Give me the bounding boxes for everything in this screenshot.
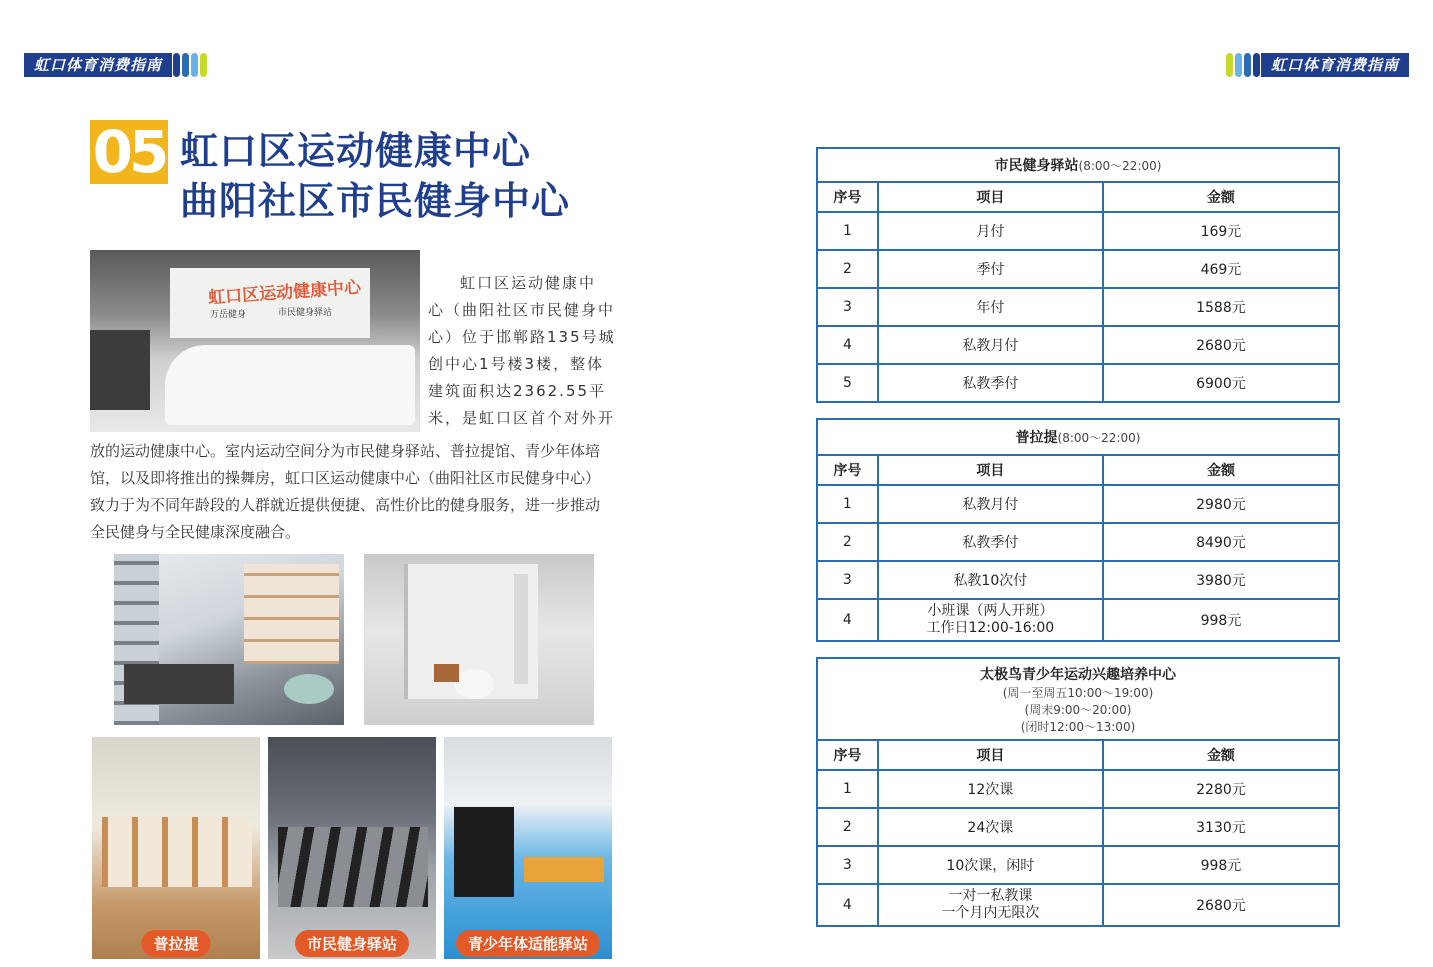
col-header: 项目 xyxy=(878,182,1103,212)
col-header: 金额 xyxy=(1103,740,1339,770)
youth-gym-photo xyxy=(444,737,612,959)
table-row: 4 一对一私教课 一个月内无限次 2680元 xyxy=(817,884,1339,926)
table-row: 2 季付 469元 xyxy=(817,250,1339,288)
table-row: 1 私教月付 2980元 xyxy=(817,485,1339,523)
table-title: 太极鸟青少年运动兴趣培养中心 (周一至周五10:00～19:00) (周末9:00～20:00) (闭时12:00～13:00) xyxy=(817,658,1339,740)
table-row: 3 私教10次付 3980元 xyxy=(817,561,1339,599)
intro-line: 创中心1号楼3楼，整体 xyxy=(428,355,605,373)
gym-photo xyxy=(268,737,436,959)
intro-wrap xyxy=(428,270,618,432)
table-row: 3 年付 1588元 xyxy=(817,288,1339,326)
col-header: 项目 xyxy=(878,740,1103,770)
intro-line: 心（曲阳社区市民健身中 xyxy=(428,301,616,319)
photo-caption: 青少年体适能驿站 xyxy=(456,930,600,957)
intro-line: 心）位于邯郸路135号城 xyxy=(428,328,616,346)
studio-photo xyxy=(114,554,344,725)
stripes-decoration xyxy=(1225,53,1261,77)
table-row: 1 12次课 2280元 xyxy=(817,770,1339,808)
corridor-photo xyxy=(364,554,594,725)
reception-photo xyxy=(90,250,420,432)
stripes-decoration xyxy=(172,53,208,77)
reception-sign-sub2: 市民健身驿站 xyxy=(278,308,333,318)
intro-line: 建筑面积达2362.55平 xyxy=(428,382,607,400)
page-title-line2: 曲阳社区市民健身中心 xyxy=(180,179,571,223)
pilates-photo xyxy=(92,737,260,959)
intro-paragraph: 放的运动健康中心。室内运动空间分为市民健身驿站、普拉提馆、青少年体培馆，以及即将推出的操舞房，虹口区运动健康中心（曲阳社区市民健身中心）致力于为不同年龄段的人群就近提供便捷、高性价比的健身服务，进一步推动全民健身与全民健康深度融合。 xyxy=(90,442,601,541)
intro-line: 米，是虹口区首个对外开 xyxy=(428,409,616,427)
col-header: 序号 xyxy=(817,740,878,770)
header-badge-text: 虹口体育消费指南 xyxy=(24,53,172,77)
header-badge-left xyxy=(24,53,208,77)
photo-caption: 普拉提 xyxy=(141,930,210,957)
table-title: 普拉提(8:00～22:00) xyxy=(817,419,1339,455)
photo-caption: 市民健身驿站 xyxy=(295,930,409,957)
price-table-youth xyxy=(816,657,1340,927)
table-title: 市民健身驿站(8:00～22:00) xyxy=(817,148,1339,182)
table-row: 3 10次课，闲时 998元 xyxy=(817,846,1339,884)
reception-sign: 虹口区运动健康中心 xyxy=(207,277,362,309)
intro-line: 虹口区运动健康中 xyxy=(460,274,597,292)
col-header: 金额 xyxy=(1103,455,1339,485)
header-badge-text: 虹口体育消费指南 xyxy=(1261,53,1409,77)
table-row: 4 私教月付 2680元 xyxy=(817,326,1339,364)
col-header: 金额 xyxy=(1103,182,1339,212)
table-row: 4 小班课（两人开班） 工作日12:00-16:00 998元 xyxy=(817,599,1339,641)
table-row: 5 私教季付 6900元 xyxy=(817,364,1339,402)
table-row: 2 私教季付 8490元 xyxy=(817,523,1339,561)
col-header: 序号 xyxy=(817,455,878,485)
col-header: 序号 xyxy=(817,182,878,212)
header-badge-right xyxy=(1225,53,1409,77)
price-table-fitness xyxy=(816,147,1340,403)
price-table-pilates xyxy=(816,418,1340,642)
reception-sign-sub1: 万岳健身 xyxy=(210,310,247,320)
table-row: 2 24次课 3130元 xyxy=(817,808,1339,846)
section-number: 05 xyxy=(90,120,168,184)
table-row: 1 月付 169元 xyxy=(817,212,1339,250)
page-title-line1: 虹口区运动健康中心 xyxy=(180,129,532,173)
col-header: 项目 xyxy=(878,455,1103,485)
